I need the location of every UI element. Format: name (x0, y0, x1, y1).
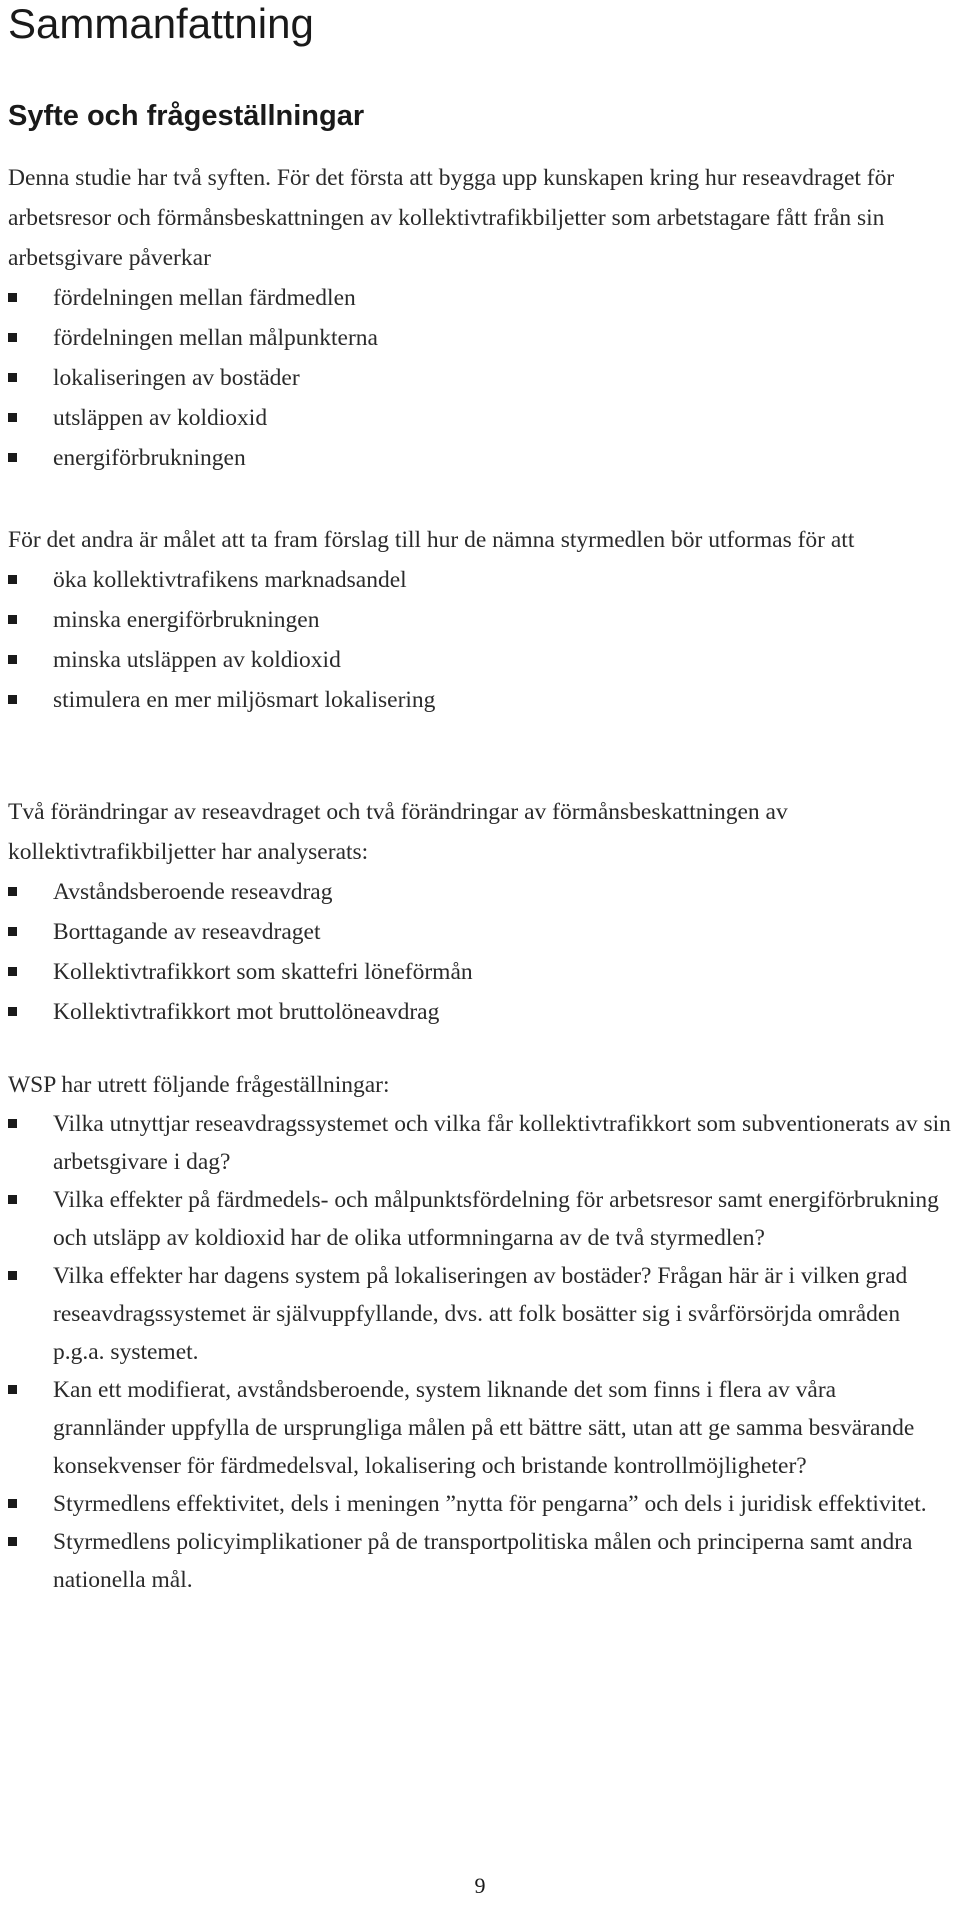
changes-list (8, 872, 953, 1032)
list-item: Vilka effekter har dagens system på lokaliseringen av bostäder? Frågan här är i vilken grad reseavdragssystemet är självuppfyllande, dvs. att folk bosätter sig i svårförsörjda områden p.g.a. systemet. (8, 1257, 953, 1371)
list-item: Kan ett modifierat, avståndsberoende, system liknande det som finns i flera av våra grannländer uppfylla de ursprungliga målen på ett bättre sätt, utan att ge samma besvärande konsekvenser för färdmedelsval, lokalisering och bristande kontrollmöjligheter? (8, 1371, 953, 1485)
square-bullet-icon (8, 1119, 17, 1128)
questions-intro-paragraph: WSP har utrett följande frågeställningar: (8, 1072, 390, 1098)
changes-block (8, 792, 953, 1032)
goals-block (8, 520, 953, 720)
goals-list (8, 560, 953, 720)
questions-list (8, 1105, 953, 1599)
list-item: fördelningen mellan målpunkterna (8, 318, 953, 358)
square-bullet-icon (8, 695, 17, 704)
list-item: Kollektivtrafikkort som skattefri löneförmån (8, 952, 953, 992)
list-item: stimulera en mer miljösmart lokalisering (8, 680, 953, 720)
list-item: Avståndsberoende reseavdrag (8, 872, 953, 912)
changes-intro-paragraph: Två förändringar av reseavdraget och två förändringar av förmånsbeskattningen av kollektivtrafikbiljetter har analyserats: (8, 799, 788, 865)
square-bullet-icon (8, 967, 17, 976)
square-bullet-icon (8, 615, 17, 624)
square-bullet-icon (8, 333, 17, 342)
square-bullet-icon (8, 887, 17, 896)
list-item: fördelningen mellan färdmedlen (8, 278, 953, 318)
square-bullet-icon (8, 1499, 17, 1508)
square-bullet-icon (8, 927, 17, 936)
purpose-intro-paragraph: Denna studie har två syften. För det första att bygga upp kunskapen kring hur reseavdraget för arbetsresor och förmånsbeskattningen av kollektivtrafikbiljetter som arbetstagare fått från sin arbetsgivare påverkar (8, 165, 895, 271)
square-bullet-icon (8, 1537, 17, 1546)
square-bullet-icon (8, 655, 17, 664)
list-item: minska energiförbrukningen (8, 600, 953, 640)
square-bullet-icon (8, 1007, 17, 1016)
list-item: Vilka effekter på färdmedels- och målpunktsfördelning för arbetsresor samt energiförbrukning och utsläpp av koldioxid har de olika utformningarna av de två styrmedlen? (8, 1181, 953, 1257)
square-bullet-icon (8, 373, 17, 382)
goals-intro-paragraph: För det andra är målet att ta fram förslag till hur de nämna styrmedlen bör utformas för att (8, 527, 855, 553)
square-bullet-icon (8, 1195, 17, 1204)
purpose-block (8, 158, 953, 478)
list-item: Borttagande av reseavdraget (8, 912, 953, 952)
list-item: Vilka utnyttjar reseavdragssystemet och vilka får kollektivtrafikkort som subventionerats av sin arbetsgivare i dag? (8, 1105, 953, 1181)
square-bullet-icon (8, 413, 17, 422)
page-title: Sammanfattning (8, 0, 314, 47)
list-item: minska utsläppen av koldioxid (8, 640, 953, 680)
impact-list (8, 278, 953, 478)
list-item: Styrmedlens policyimplikationer på de transportpolitiska målen och principerna samt andra nationella mål. (8, 1523, 953, 1599)
square-bullet-icon (8, 575, 17, 584)
list-item: energiförbrukningen (8, 438, 953, 478)
square-bullet-icon (8, 1385, 17, 1394)
list-item: utsläppen av koldioxid (8, 398, 953, 438)
list-item: Styrmedlens effektivitet, dels i meningen ”nytta för pengarna” och dels i juridisk effektivitet. (8, 1485, 953, 1523)
list-item: lokaliseringen av bostäder (8, 358, 953, 398)
square-bullet-icon (8, 293, 17, 302)
section-heading: Syfte och frågeställningar (8, 100, 365, 132)
list-item: Kollektivtrafikkort mot bruttolöneavdrag (8, 992, 953, 1032)
square-bullet-icon (8, 453, 17, 462)
list-item: öka kollektivtrafikens marknadsandel (8, 560, 953, 600)
square-bullet-icon (8, 1271, 17, 1280)
page-number: 9 (474, 1873, 486, 1898)
questions-block (8, 1065, 953, 1599)
